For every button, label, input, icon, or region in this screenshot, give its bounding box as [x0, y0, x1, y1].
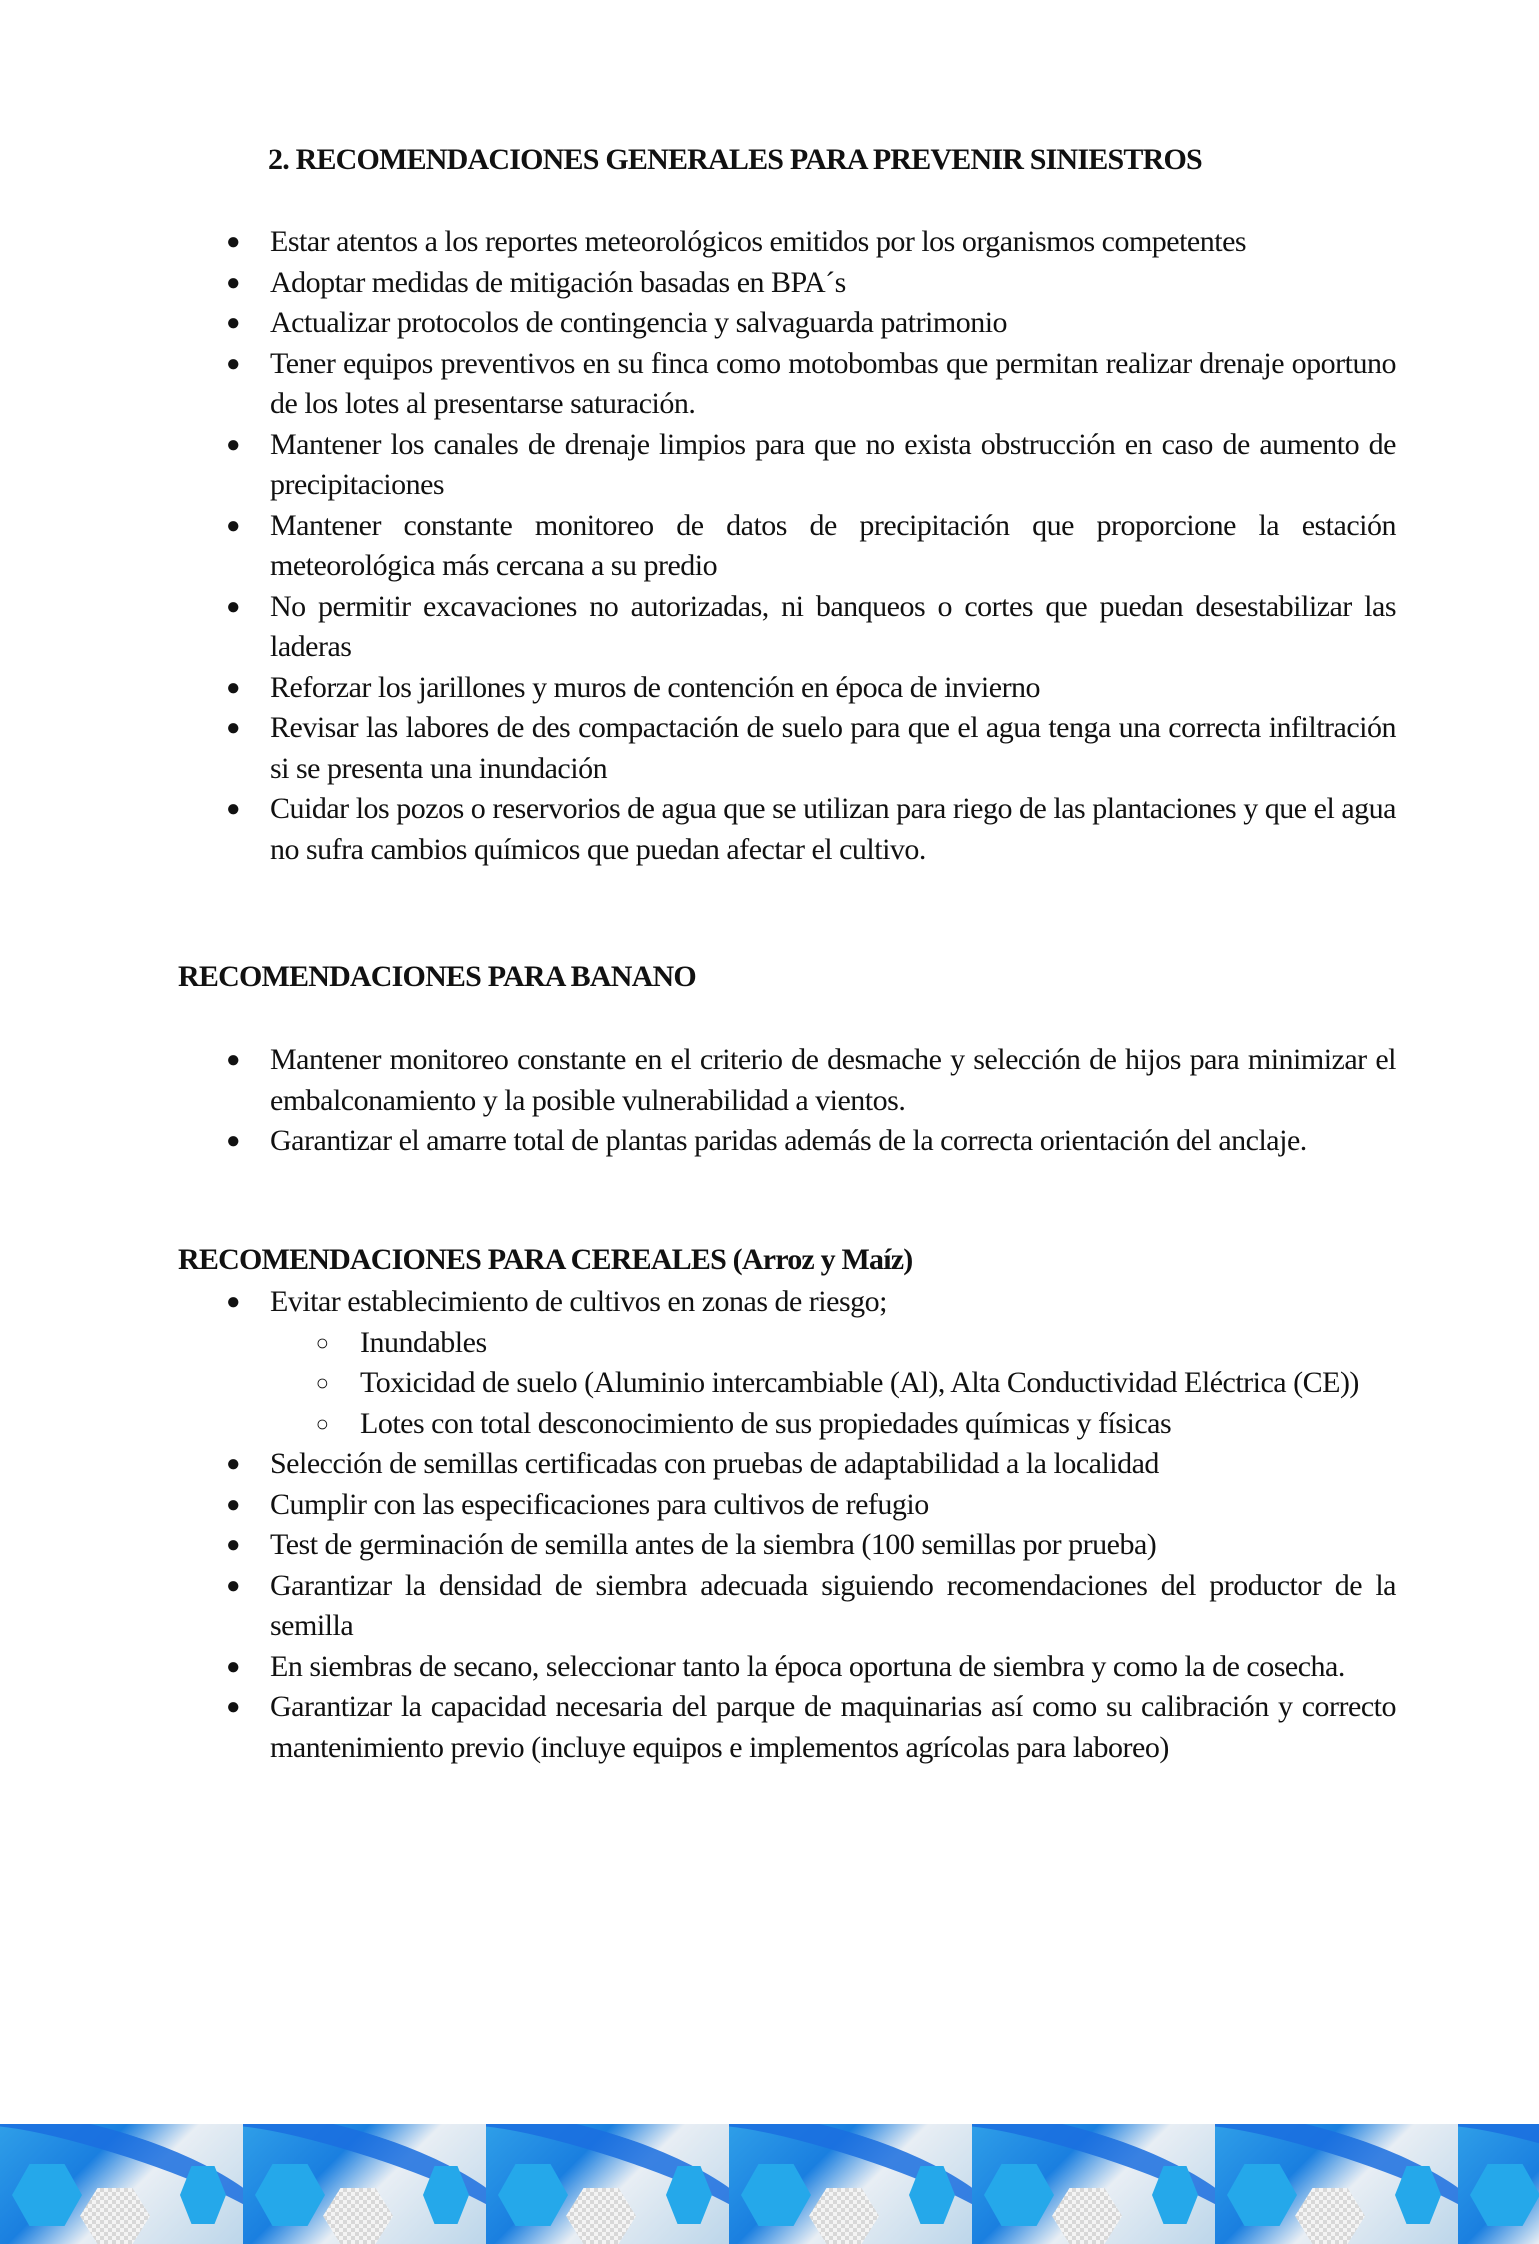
list-item: ● Evitar establecimiento de cultivos en zonas de riesgo;: [220, 1282, 1396, 1323]
list-item: ● Garantizar el amarre total de plantas paridas además de la correcta orientación del anclaje.: [220, 1121, 1396, 1162]
circle-bullet-icon: ○: [315, 1370, 329, 1395]
bullet-icon: ●: [226, 512, 240, 539]
bullet-icon: ●: [226, 1289, 240, 1315]
list-item: ● Actualizar protocolos de contingencia y salvaguarda patrimonio: [220, 303, 1396, 344]
section-heading-cereales: RECOMENDACIONES PARA CEREALES (Arroz y Maíz): [178, 1243, 913, 1276]
banner-tile: [0, 2124, 243, 2244]
bullet-icon: ●: [226, 796, 240, 822]
bullet-icon: ●: [226, 431, 240, 458]
sub-list-item: ○ Lotes con total desconocimiento de sus propiedades químicas y físicas: [220, 1404, 1396, 1445]
footer-banner: [0, 2124, 1539, 2244]
bullet-icon: ●: [226, 1047, 240, 1073]
bullet-icon: ●: [226, 674, 240, 701]
bullet-icon: ●: [226, 1572, 240, 1599]
list-item: ● Cumplir con las especificaciones para cultivos de refugio: [220, 1485, 1396, 1526]
bullet-icon: ●: [226, 310, 240, 336]
bullet-icon: ●: [226, 715, 240, 741]
bullet-icon: ●: [226, 1653, 240, 1680]
list-item: ● Adoptar medidas de mitigación basadas en BPA´s: [220, 263, 1396, 304]
list-item: ● Mantener monitoreo constante en el criterio de desmache y selección de hijos para minimizar el embalconamiento y la posible vulnerabilidad a vientos.: [220, 1040, 1396, 1121]
sub-list-item: ○ Toxicidad de suelo (Aluminio intercambiable (Al), Alta Conductividad Eléctrica (CE)): [220, 1363, 1396, 1404]
banner-tile: [486, 2124, 729, 2244]
list-item: ● Mantener constante monitoreo de datos de precipitación que proporcione la estación meteorológica más cercana a su predio: [220, 506, 1396, 587]
list-item: ● Mantener los canales de drenaje limpios para que no exista obstrucción en caso de aumento de precipitaciones: [220, 425, 1396, 506]
banner-tile: [1458, 2124, 1539, 2244]
bullet-icon: ●: [226, 350, 240, 377]
list-item: ● Selección de semillas certificadas con pruebas de adaptabilidad a la localidad: [220, 1444, 1396, 1485]
general-recommendations-list: [220, 222, 1396, 870]
bullet-icon: ●: [226, 593, 240, 620]
section-heading-general: 2. RECOMENDACIONES GENERALES PARA PREVENIR SINIESTROS: [268, 143, 1202, 176]
list-item: ● No permitir excavaciones no autorizadas, ni banqueos o cortes que puedan desestabilizar las laderas: [220, 587, 1396, 668]
banner-tile: [243, 2124, 486, 2244]
bullet-icon: ●: [226, 1532, 240, 1558]
banner-tile: [729, 2124, 972, 2244]
circle-bullet-icon: ○: [315, 1329, 329, 1355]
list-item: ● Test de germinación de semilla antes de la siembra (100 semillas por prueba): [220, 1525, 1396, 1566]
list-item: ● En siembras de secano, seleccionar tanto la época oportuna de siembra y como la de cosecha.: [220, 1647, 1396, 1688]
banano-recommendations-list: [220, 1040, 1396, 1162]
bullet-icon: ●: [226, 229, 240, 255]
cereales-recommendations-list: [220, 1282, 1396, 1768]
bullet-icon: ●: [226, 1491, 240, 1518]
banner-tile: [972, 2124, 1215, 2244]
list-item: ● Cuidar los pozos o reservorios de agua que se utilizan para riego de las plantaciones y que el agua no sufra cambios químicos que puedan afectar el cultivo.: [220, 789, 1396, 870]
section-heading-banano: RECOMENDACIONES PARA BANANO: [178, 960, 696, 993]
list-item: ● Revisar las labores de des compactación de suelo para que el agua tenga una correcta infiltración si se presenta una inundación: [220, 708, 1396, 789]
list-item: ● Garantizar la densidad de siembra adecuada siguiendo recomendaciones del productor de la semilla: [220, 1566, 1396, 1647]
bullet-icon: ●: [226, 269, 240, 296]
list-item: ● Estar atentos a los reportes meteorológicos emitidos por los organismos competentes: [220, 222, 1396, 263]
bullet-icon: ●: [226, 1128, 240, 1154]
list-item: ● Tener equipos preventivos en su finca como motobombas que permitan realizar drenaje oportuno de los lotes al presentarse saturación.: [220, 344, 1396, 425]
bullet-icon: ●: [226, 1694, 240, 1720]
sub-list-item: ○ Inundables: [220, 1323, 1396, 1364]
banner-tile: [1215, 2124, 1458, 2244]
bullet-icon: ●: [226, 1451, 240, 1477]
list-item: ● Garantizar la capacidad necesaria del parque de maquinarias así como su calibración y correcto mantenimiento previo (incluye equipos e implementos agrícolas para laboreo): [220, 1687, 1396, 1768]
circle-bullet-icon: ○: [315, 1410, 329, 1436]
list-item: ● Reforzar los jarillones y muros de contención en época de invierno: [220, 668, 1396, 709]
